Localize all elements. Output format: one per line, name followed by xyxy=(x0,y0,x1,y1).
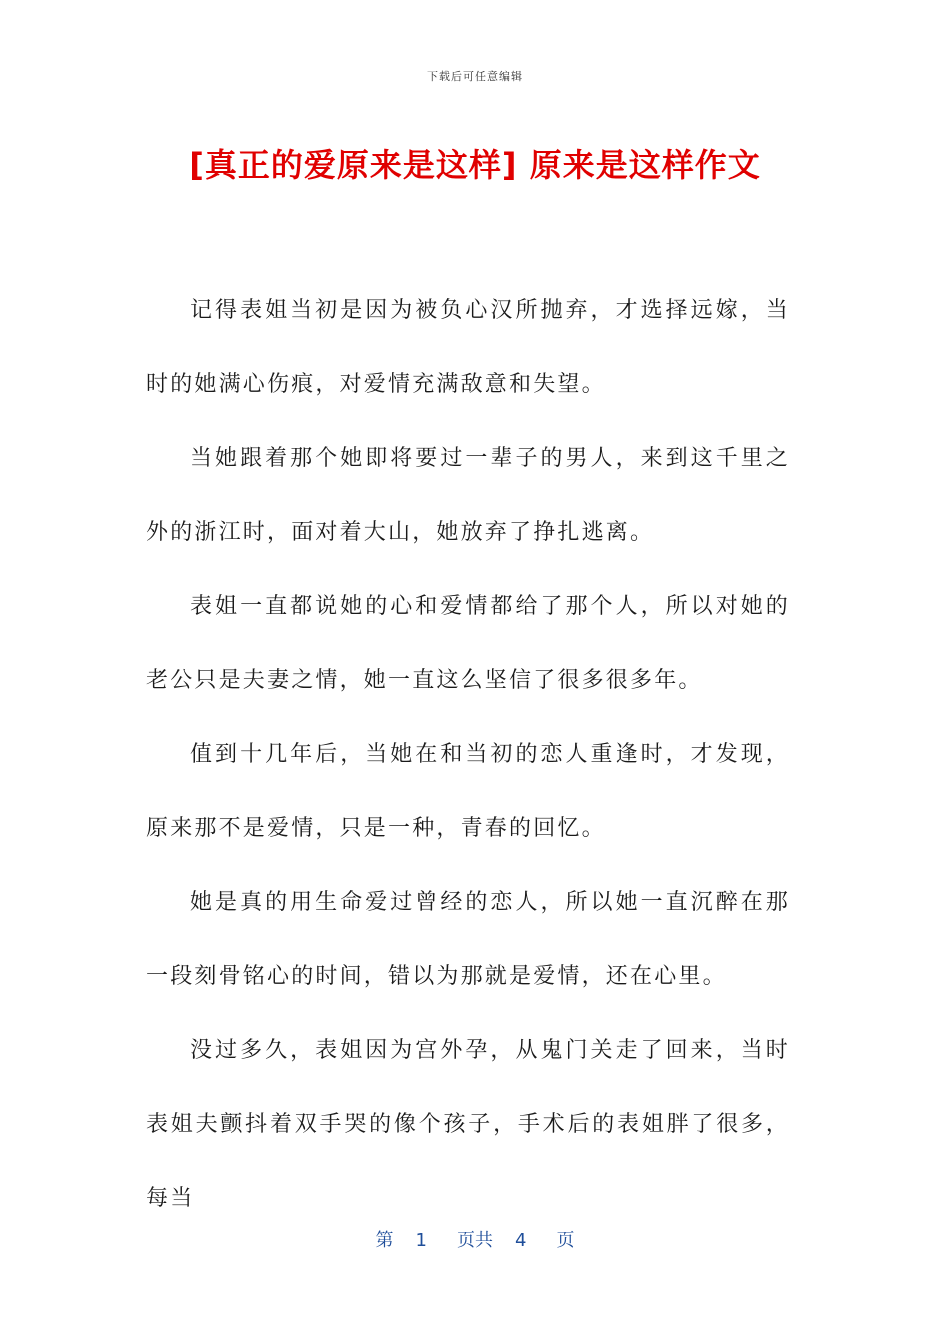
header-note: 下载后可任意编辑 xyxy=(427,70,523,83)
page-label-suffix: 页 xyxy=(556,1230,575,1251)
paragraph: 记得表姐当初是因为被负心汉所抛弃，才选择远嫁，当时的她满心伤痕，对爱情充满敌意和失望。 xyxy=(146,298,790,397)
paragraph: 值到十几年后，当她在和当初的恋人重逢时，才发现，原来那不是爱情，只是一种，青春的回忆。 xyxy=(146,742,790,841)
page-footer xyxy=(0,1226,950,1252)
paragraph: 当她跟着那个她即将要过一辈子的男人，来到这千里之外的浙江时，面对着大山，她放弃了挣扎逃离。 xyxy=(146,446,790,545)
page-label-mid: 页共 xyxy=(457,1230,493,1251)
paragraph: 她是真的用生命爱过曾经的恋人，所以她一直沉醉在那一段刻骨铭心的时间，错以为那就是爱情，还在心里。 xyxy=(146,890,790,989)
paragraph: 表姐一直都说她的心和爱情都给了那个人，所以对她的老公只是夫妻之情，她一直这么坚信了很多很多年。 xyxy=(146,594,790,693)
total-pages-number: 4 xyxy=(515,1230,527,1251)
page-label-prefix: 第 xyxy=(375,1230,394,1251)
paragraph: 没过多久，表姐因为宫外孕，从鬼门关走了回来，当时表姐夫颤抖着双手哭的像个孩子，手术后的表姐胖了很多，每当 xyxy=(146,1038,790,1211)
document-title: [真正的爱原来是这样] 原来是这样作文 xyxy=(189,146,761,184)
current-page-number: 1 xyxy=(415,1230,427,1251)
document-body xyxy=(146,274,790,1236)
